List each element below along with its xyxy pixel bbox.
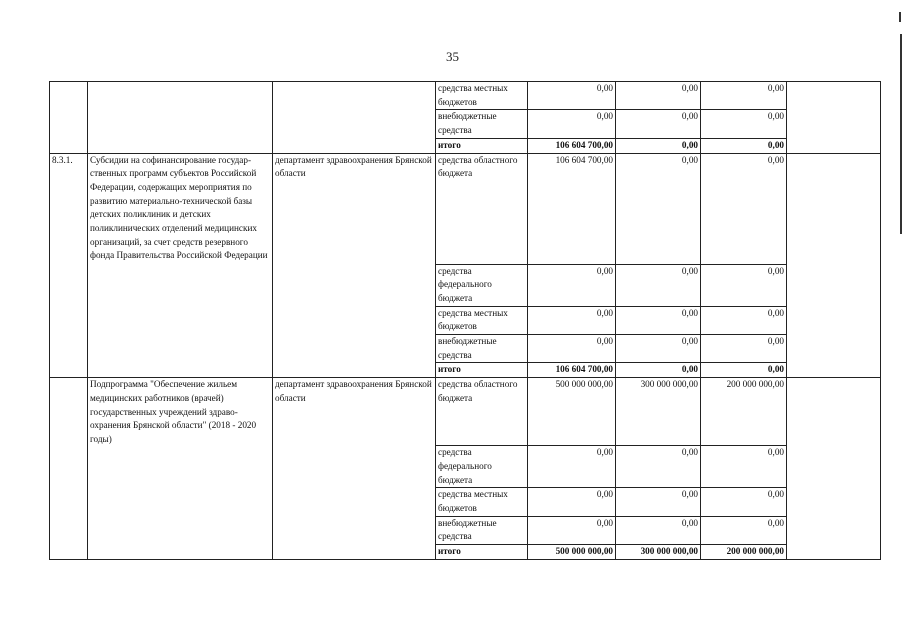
total-cell: 0,00 (528, 110, 616, 138)
number-cell (50, 82, 88, 154)
source-cell: средства местных бюджетов (436, 306, 528, 334)
year-2020-cell: 200 000 000,00 (701, 545, 787, 560)
executor-cell: департамент здравоохранения Брянской области (273, 378, 436, 560)
source-cell: итого (436, 545, 528, 560)
budget-table (49, 81, 881, 560)
table-row (50, 82, 881, 110)
source-cell: итого (436, 363, 528, 378)
year-2019-cell: 0,00 (616, 82, 701, 110)
table-row (50, 153, 881, 264)
year-2020-cell: 0,00 (701, 488, 787, 516)
year-2019-cell: 0,00 (616, 306, 701, 334)
year-2019-cell: 0,00 (616, 264, 701, 306)
number-cell (50, 378, 88, 560)
year-2019-cell: 300 000 000,00 (616, 378, 701, 446)
year-2020-cell: 0,00 (701, 446, 787, 488)
page-number: 35 (446, 49, 459, 64)
source-cell: итого (436, 138, 528, 153)
name-cell: Субсидии на софинансирование государ-ственных программ субъектов Российской Федерации, содержащих мероприятия по развитию материально-технической базы детских поликлиник и детских поликлинических отделений медицинских организаций, за счет средств резервного фонда Правительства Российской Федерации (88, 153, 273, 378)
total-cell: 0,00 (528, 488, 616, 516)
year-2020-cell: 0,00 (701, 264, 787, 306)
total-cell: 500 000 000,00 (528, 545, 616, 560)
total-cell: 0,00 (528, 306, 616, 334)
total-cell: 0,00 (528, 264, 616, 306)
source-cell: средства федерального бюджета (436, 264, 528, 306)
year-2020-cell: 0,00 (701, 363, 787, 378)
source-cell: внебюджетные средства (436, 110, 528, 138)
total-cell: 106 604 700,00 (528, 153, 616, 264)
year-2020-cell: 200 000 000,00 (701, 378, 787, 446)
year-2019-cell: 0,00 (616, 516, 701, 544)
year-2019-cell: 300 000 000,00 (616, 545, 701, 560)
year-2019-cell: 0,00 (616, 335, 701, 363)
source-cell: средства местных бюджетов (436, 82, 528, 110)
total-cell: 106 604 700,00 (528, 138, 616, 153)
year-2019-cell: 0,00 (616, 363, 701, 378)
year-2019-cell: 0,00 (616, 446, 701, 488)
year-2020-cell: 0,00 (701, 82, 787, 110)
total-cell: 0,00 (528, 82, 616, 110)
year-2020-cell: 0,00 (701, 516, 787, 544)
number-cell: 8.3.1. (50, 153, 88, 378)
source-cell: средства федерального бюджета (436, 446, 528, 488)
year-2020-cell: 0,00 (701, 306, 787, 334)
result-cell (787, 153, 881, 378)
executor-cell: департамент здравоохранения Брянской области (273, 153, 436, 378)
year-2019-cell: 0,00 (616, 153, 701, 264)
total-cell: 0,00 (528, 446, 616, 488)
source-cell: средства областного бюджета (436, 153, 528, 264)
source-cell: внебюджетные средства (436, 516, 528, 544)
source-cell: внебюджетные средства (436, 335, 528, 363)
name-cell (88, 82, 273, 154)
scan-edge-mark (899, 12, 901, 22)
total-cell: 500 000 000,00 (528, 378, 616, 446)
year-2020-cell: 0,00 (701, 110, 787, 138)
year-2020-cell: 0,00 (701, 335, 787, 363)
year-2019-cell: 0,00 (616, 138, 701, 153)
total-cell: 106 604 700,00 (528, 363, 616, 378)
total-cell: 0,00 (528, 516, 616, 544)
result-cell (787, 378, 881, 560)
year-2019-cell: 0,00 (616, 488, 701, 516)
result-cell (787, 82, 881, 154)
year-2019-cell: 0,00 (616, 110, 701, 138)
scan-edge-mark (900, 34, 902, 234)
table-row (50, 378, 881, 446)
executor-cell (273, 82, 436, 154)
year-2020-cell: 0,00 (701, 153, 787, 264)
source-cell: средства местных бюджетов (436, 488, 528, 516)
name-cell: Подпрограмма "Обеспечение жильем медицинских работников (врачей) государственных учреждений здраво-охранения Брянской области" (2018 - 2020 годы) (88, 378, 273, 560)
year-2020-cell: 0,00 (701, 138, 787, 153)
total-cell: 0,00 (528, 335, 616, 363)
source-cell: средства областного бюджета (436, 378, 528, 446)
